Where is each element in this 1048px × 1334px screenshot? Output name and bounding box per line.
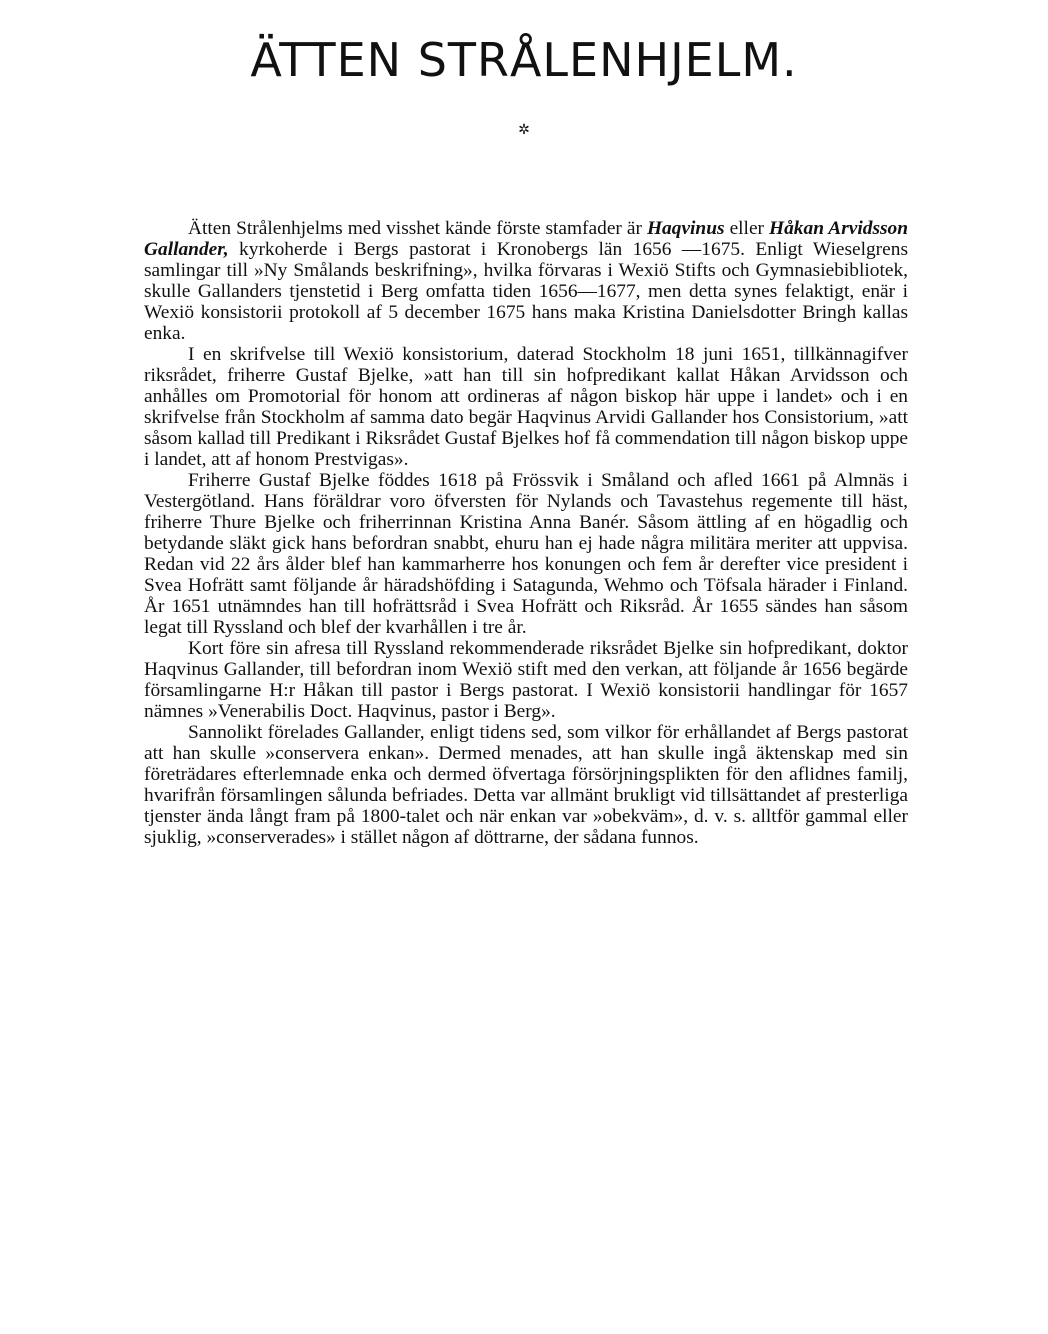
- paragraph-2: I en skrifvelse till Wexiö konsistorium, daterad Stockholm 18 juni 1651, tillkännagifver riksrådet, friherre Gustaf Bjelke, »att han till sin hofpredikant kallat Håkan Arvidsson och anhålles om Promotorial för honom att ordineras af någon biskop här uppe i landet» och i en skrifvelse från Stockholm af samma dato begär Haqvinus Arvidi Gallander hos Consistorium, »att såsom kallad till Predikant i Riksrådet Gustaf Bjelkes hof få commendation till någon biskop uppe i landet, att af honom Prestvigas».: [144, 344, 908, 470]
- body-text: [144, 218, 908, 848]
- paragraph-1-mid: eller: [724, 218, 770, 239]
- page-title: ÄTTEN STRÅLENHJELM.: [250, 33, 798, 87]
- paragraph-3: Friherre Gustaf Bjelke föddes 1618 på Frössvik i Småland och afled 1661 på Almnäs i Vestergötland. Hans föräldrar voro öfversten för Nylands och Tavastehus regemente till häst, friherre Thure Bjelke och friherrinnan Kristina Anna Banér. Såsom ättling af en högadlig och betydande släkt gick hans befordran snabbt, ehuru han ej hade några militära meriter att uppvisa. Redan vid 22 års ålder blef han kammarherre hos konungen och fem år derefter vice president i Svea Hofrätt samt följande år häradshöfding i Satagunda, Wehmo och Töfsala härader i Finland. År 1651 utnämndes han till hofrättsråd i Svea Hofrätt och Riksråd. År 1655 sändes han såsom legat till Ryssland och blef der kvarhållen i tre år.: [144, 470, 908, 638]
- name-hakan-arvidsson-gallander: Håkan Arvidsson Gallander,: [144, 218, 909, 260]
- name-haqvinus: Haqvinus: [646, 218, 725, 239]
- asterisk-ornament-icon: ✲: [518, 122, 530, 138]
- paragraph-1: [144, 218, 908, 344]
- paragraph-5: Sannolikt förelades Gallander, enligt tidens sed, som vilkor för erhållandet af Bergs pastorat att han skulle »conservera enkan». Dermed menades, att han skulle ingå äktenskap med sin företrädares efterlemnade enka och dermed öfvertaga försörjningsplikten för den aflidnes familj, hvarifrån församlingen sålunda befriades. Detta var allmänt brukligt vid tillsättandet af presterliga tjenster ända långt fram på 1800-talet och när enkan var »obekväm», d. v. s. alltför gammal eller sjuklig, »conserverades» i stället någon af döttrarne, der sådana funnos.: [144, 722, 908, 848]
- paragraph-4: Kort före sin afresa till Ryssland rekommenderade riksrådet Bjelke sin hofpredikant, doktor Haqvinus Gallander, till befordran inom Wexiö stift med den verkan, att följande år 1656 begärde församlingarne H:r Håkan till pastor i Bergs pastorat. I Wexiö konsistorii handlingar för 1657 nämnes »Venerabilis Doct. Haqvinus, pastor i Berg».: [144, 638, 908, 722]
- paragraph-1-rest: kyrkoherde i Bergs pastorat i Kronobergs län 1656 —1675. Enligt Wieselgrens samlingar till »Ny Smålands beskrifning», hvilka förvaras i Wexiö Stifts och Gymnasiebibliotek, skulle Gallanders tjenstetid i Berg omfatta tiden 1656—1677, men detta synes felaktigt, enär i Wexiö konsistorii protokoll af 5 december 1675 hans maka Kristina Danielsdotter Bringh kallas enka.: [144, 239, 908, 344]
- paragraph-1-lead: Ätten Strålenhjelms med visshet kände förste stamfader är: [188, 218, 647, 239]
